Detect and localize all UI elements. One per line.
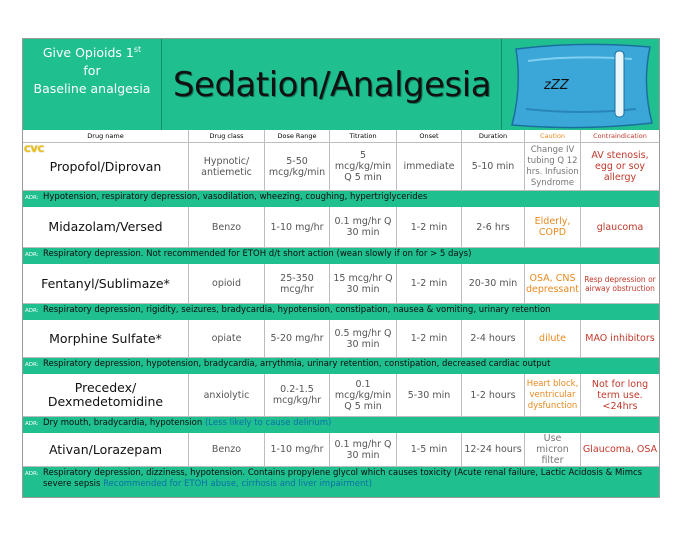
contraindication: Not for long term use. <24hrs: [591, 378, 649, 412]
drug-row-morphine: [23, 320, 659, 358]
onset: 1-2 min: [397, 207, 462, 247]
dose-range: 0.2-1.5 mcg/kg/hr: [265, 374, 330, 416]
adr-text: Respiratory depression, hypotension, bradycardia, arrythmia, urinary retention, constipation, decreased cardiac output: [43, 359, 551, 369]
page-title: Sedation/Analgesia: [172, 64, 492, 105]
col-onset: Onset: [397, 130, 462, 142]
drug-row-propofol: [23, 143, 659, 191]
titration: 0.1 mg/hr Q 30 min: [330, 207, 397, 247]
drug-name: Morphine Sulfate*: [23, 320, 189, 357]
adr-band-morphine: [23, 358, 659, 374]
adr-text: Dry mouth, bradycardia, hypotension (Less likely to cause delirium): [43, 418, 332, 428]
caution: Use micron filter: [525, 433, 581, 466]
adr-tag: ADR:: [25, 252, 39, 258]
adr-text: Respiratory depression, dizziness, hypotension. Contains propylene glycol which causes toxicity (Acute renal failure, Lactic Acidosis & Mimcs severe sepsis Recommended for ETOH abuse, cirrhosis and liver impairment): [43, 468, 643, 489]
drug-class: Hypnotic/ antiemetic: [189, 143, 265, 190]
col-dose-range: Dose Range: [265, 130, 330, 142]
drug-name: Precedex/ Dexmedetomidine: [23, 374, 189, 416]
contraindication: Glaucoma, OSA: [582, 444, 658, 455]
onset: 1-2 min: [397, 320, 462, 357]
dose-range: 1-10 mg/hr: [265, 207, 330, 247]
contraindication: AV stenosis, egg or soy allergy: [591, 150, 649, 183]
caution: OSA, CNS depressant: [525, 264, 581, 303]
titration: 0.5 mg/hr Q 30 min: [330, 320, 397, 357]
col-contraindication: Contraindication: [593, 132, 647, 140]
drug-class: anxiolytic: [189, 374, 265, 416]
dose-range: 1-10 mg/hr: [265, 433, 330, 466]
adr-text: Respiratory depression. Not recommended for ETOH d/t short action (wean slowly if on for > 5 days): [43, 249, 472, 259]
adr-band-propofol: [23, 191, 659, 207]
pillow-sleep-illustration: [501, 39, 659, 130]
duration: 20-30 min: [462, 264, 525, 303]
col-drug-name: Drug name: [23, 130, 189, 142]
titration: 5 mcg/kg/min Q 5 min: [330, 143, 397, 190]
drug-class: opiate: [189, 320, 265, 357]
caution: Heart block, ventricular dysfunction: [525, 374, 581, 416]
adr-band-ativan: [23, 467, 659, 497]
cvc-badge: CVC: [24, 145, 45, 155]
drug-row-fentanyl: [23, 264, 659, 304]
caution: dilute: [525, 320, 581, 357]
contraindication: Resp depression or airway obstruction: [584, 274, 656, 293]
caution: Change IV tubing Q 12 hrs. Infusion Syndrome: [525, 143, 581, 190]
drug-name: Ativan/Lorazepam: [23, 433, 189, 466]
dose-range: 5-50 mcg/kg/min: [265, 143, 330, 190]
col-drug-class: Drug class: [189, 130, 265, 142]
onset: 1-5 min: [397, 433, 462, 466]
col-caution: Caution: [525, 130, 581, 142]
adr-band-precedex: [23, 417, 659, 433]
adr-tag: ADR:: [25, 362, 39, 368]
onset: immediate: [397, 143, 462, 190]
drug-row-ativan: [23, 433, 659, 467]
col-titration: Titration: [330, 130, 397, 142]
dose-range: 5-20 mg/hr: [265, 320, 330, 357]
onset: 5-30 min: [397, 374, 462, 416]
contraindication: MAO inhibitors: [585, 333, 655, 344]
titration: 15 mcg/hr Q 30 min: [330, 264, 397, 303]
duration: 12-24 hours: [462, 433, 525, 466]
titration: 0.1 mg/hr Q 30 min: [330, 433, 397, 466]
adr-note: Recommended for ETOH abuse, cirrhosis and liver impairment): [103, 479, 373, 489]
adr-tag: ADR:: [25, 421, 39, 427]
duration: 5-10 min: [462, 143, 525, 190]
adr-tag: ADR:: [25, 308, 39, 314]
onset: 1-2 min: [397, 264, 462, 303]
duration: 2-6 hrs: [462, 207, 525, 247]
col-duration: Duration: [462, 130, 525, 142]
drug-name: Midazolam/Versed: [23, 207, 189, 247]
adr-text: Respiratory depression, rigidity, seizures, bradycardia, hypotension, constipation, nausea & vomiting, urinary retention: [43, 305, 551, 315]
adr-band-midazolam: [23, 248, 659, 264]
contraindication: glaucoma: [596, 221, 644, 233]
adr-text: Hypotension, respiratory depression, vasodilation, wheezing, coughing, hypertriglycerides: [43, 192, 428, 202]
drug-class: opioid: [189, 264, 265, 303]
baseline-analgesia-note: Give Opioids 1st for Baseline analgesia: [23, 39, 162, 130]
drug-name: Fentanyl/Sublimaze*: [23, 264, 189, 303]
drug-row-precedex: [23, 374, 659, 417]
pillow-icon: [502, 39, 660, 130]
adr-band-fentanyl: [23, 304, 659, 320]
header-band: [23, 39, 659, 130]
caution: Elderly, COPD: [525, 207, 581, 247]
drug-class: Benzo: [189, 433, 265, 466]
adr-tag: ADR:: [25, 471, 39, 477]
adr-tag: ADR:: [25, 195, 39, 201]
drug-class: Benzo: [189, 207, 265, 247]
column-header-row: [23, 130, 659, 143]
duration: 2-4 hours: [462, 320, 525, 357]
drug-name: CVC Propofol/Diprovan: [23, 143, 189, 190]
sleep-zzz-text: zZZ: [544, 78, 569, 93]
drug-row-midazolam: [23, 207, 659, 248]
duration: 1-2 hours: [462, 374, 525, 416]
drug-reference-sheet: [22, 38, 660, 498]
dose-range: 25-350 mcg/hr: [265, 264, 330, 303]
adr-note: (Less likely to cause delirium): [204, 418, 332, 428]
titration: 0.1 mcg/kg/min Q 5 min: [330, 374, 397, 416]
